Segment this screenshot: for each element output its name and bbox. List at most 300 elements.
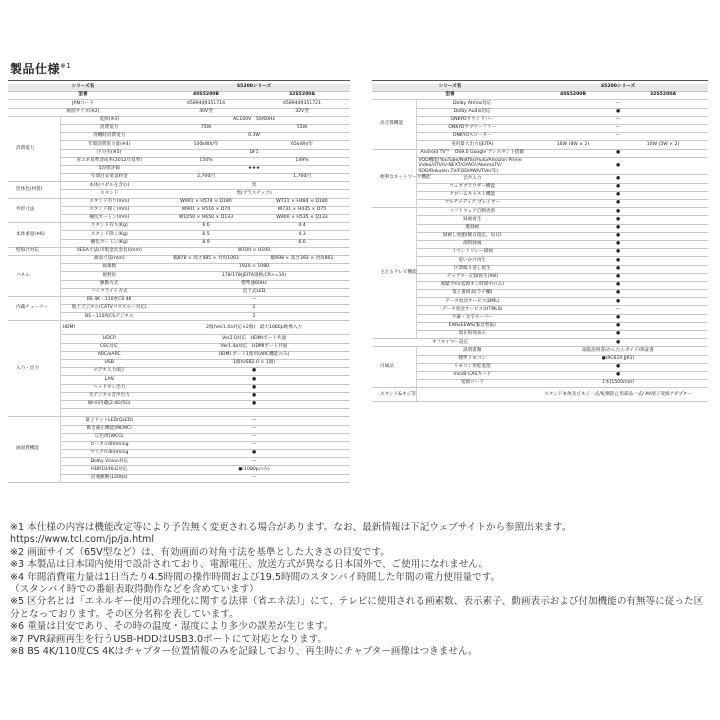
table-row <box>372 183 708 191</box>
table-row <box>372 216 708 224</box>
row-value-model-2: 149% <box>254 157 350 165</box>
row-label: スタンド <box>60 190 158 198</box>
footnote-line: ※6 重量は目安であり、その時の温度・湿度により多少の誤差が生じます。 <box>10 621 334 633</box>
group-label: 高音質機能 <box>372 100 416 149</box>
table-row <box>8 223 350 231</box>
row-value-shared: 標準速60Hz <box>158 280 350 288</box>
row-value-model-1: 75W <box>158 124 254 132</box>
footnote-line: ※1 本仕様の内容は機能改定等により予告無く変更される場合があります。なお、最新情報は下記ウェブサイトから参照出来ます。 <box>10 522 572 533</box>
row-value-shared: ● <box>158 392 350 400</box>
row-label: ONKYOサブウーファー <box>416 124 528 132</box>
row-value-model-2: 4.4 <box>254 223 350 231</box>
table-row <box>8 450 350 458</box>
row-label: 待機時消費電力 <box>60 133 158 141</box>
row-value-shared: — <box>528 124 708 132</box>
row-label: 視野角 <box>60 272 158 280</box>
row-value-shared: — <box>528 116 708 124</box>
row-label: 量子ドットLED(QLED) <box>60 417 158 425</box>
table-row <box>8 108 350 116</box>
header-series-value: S5200シリーズ <box>528 84 708 92</box>
row-value-shared: DF1 <box>158 149 350 157</box>
table-row <box>372 240 708 248</box>
row-value-model-2: 10W (5W × 2) <box>618 141 708 149</box>
row-value-shared: Ver2.0対応 HDMIポート共通 <box>158 335 350 343</box>
row-value-shared: ● <box>528 191 708 199</box>
row-value-model-2: 32S5200A <box>254 92 350 100</box>
table-row <box>8 100 350 108</box>
row-value-shared: ● <box>528 322 708 330</box>
row-label: Dolby Audio対応 <box>416 108 528 116</box>
table-row <box>372 149 708 157</box>
table-row <box>8 280 350 288</box>
table-row <box>372 306 708 314</box>
row-label: データ放送サービス(BML) <box>416 298 528 306</box>
table-row <box>8 417 350 425</box>
row-value-shared: — <box>528 306 708 314</box>
row-value-shared: ● <box>528 240 708 248</box>
group-label: 内蔵チューナー <box>8 296 60 321</box>
group-label: パネル <box>8 255 60 296</box>
row-label: 本体(ベゼルを含む) <box>60 182 158 190</box>
group-label: 画面質機能 <box>8 417 60 483</box>
row-label: 地上デジタル(CATVパススルー対応) <box>60 305 158 313</box>
row-value-model-2: W731 × H484 × D180 <box>254 198 350 206</box>
table-row <box>8 433 350 441</box>
table-row <box>372 191 708 199</box>
table-row <box>372 100 708 108</box>
row-label: ONKYOスピーカー <box>416 133 528 141</box>
table-row <box>8 215 350 223</box>
row-label: データ放送サービス(HTMLS) <box>416 306 528 314</box>
row-label: マイクロdimming <box>60 450 158 458</box>
row-value-model-1: 6.5 <box>158 231 254 239</box>
table-row <box>8 124 350 132</box>
row-label: 電源(※3) <box>60 116 158 124</box>
row-value-shared: Ver1.4a対応 HDMIポート共通 <box>158 343 350 351</box>
table-row <box>372 157 708 175</box>
row-label: 広色域(WCG) <box>60 433 158 441</box>
row-value-model-1: W901 × H574 × D180 <box>158 198 254 206</box>
table-row <box>372 124 708 132</box>
table-row <box>8 239 350 247</box>
row-label: 音声入力 <box>416 175 528 183</box>
row-value-model-1: 150% <box>158 157 254 165</box>
row-label: ビデオ入力端子 <box>60 368 158 376</box>
row-label: 型番 <box>8 92 158 100</box>
row-label: HDR10/HLG対応 <box>60 466 158 474</box>
table-row <box>8 343 350 351</box>
table-row <box>8 272 350 280</box>
table-row <box>372 355 708 363</box>
row-label: 梱包カートン(mm) <box>60 215 158 223</box>
footnote-line: ※8 BS 4K/110度CS 4Kはチャプター位置情報のみを記録しており、再生時にチャプター画像はつきません。 <box>10 646 478 658</box>
row-value-shared: ● <box>528 257 708 265</box>
row-label: Android TV™ OS9.0 Google アシスタント搭載 <box>416 149 528 157</box>
row-value-shared: ● <box>528 183 708 191</box>
row-label: 省エネ基準達成率(2012年基準) <box>60 157 158 165</box>
row-label: USB <box>60 360 158 368</box>
row-label: 梱包カートン(Kg) <box>60 239 158 247</box>
table-row <box>8 288 350 296</box>
row-value-shared: ●(1080pのみ) <box>158 466 350 474</box>
row-value-model-1: 40V型 <box>158 108 254 116</box>
row-label: 電源コード <box>416 380 528 388</box>
group-label: 外形寸法 <box>8 198 60 223</box>
table-row <box>372 208 708 216</box>
table-row <box>8 116 350 124</box>
table-row <box>372 265 708 273</box>
table-row <box>372 257 708 265</box>
row-label: ONKYOサウンドバー <box>416 116 528 124</box>
row-value-shared: ● <box>158 376 350 384</box>
row-value-model-1: W901 × H516 × D74 <box>158 206 254 214</box>
table-row <box>372 298 708 306</box>
table-row <box>8 368 350 376</box>
row-label: 画素数 <box>60 264 158 272</box>
header-series-label: シリーズ名 <box>8 84 158 92</box>
row-value-shared: 1個(USB2.0 × 1個) <box>158 360 350 368</box>
right-spec-table <box>372 84 708 402</box>
table-row <box>8 174 350 182</box>
row-value-shared: — <box>158 425 350 433</box>
row-label: オフタイマー設定 <box>372 339 528 347</box>
table-row <box>8 458 350 466</box>
row-label: LAN <box>60 376 158 384</box>
row-value-shared: ● <box>528 157 708 175</box>
row-value-shared: ● <box>528 314 708 322</box>
table-row <box>372 249 708 257</box>
row-label: Dolby Atmos対応 <box>416 100 528 108</box>
row-value-shared: ● <box>528 363 708 371</box>
row-value-model-1: 4589449351714 <box>158 100 254 108</box>
row-label: 視聴予約(電源オン時間中のみ) <box>416 281 528 289</box>
row-value-model-2: 4.3 <box>254 231 350 239</box>
row-value-model-1: 8.9 <box>158 239 254 247</box>
table-row <box>8 264 350 272</box>
table-row <box>372 232 708 240</box>
row-value-shared: スタンド本体及びネジ一式/転倒防止用部品一式/ AV端子変換アダプター <box>528 388 708 402</box>
row-value-shared: — <box>528 100 708 108</box>
row-label: EWS/EEWS(緊急警報) <box>416 322 528 330</box>
row-label: miniB-CASカード <box>416 371 528 379</box>
row-label: Dolby Vision対応 <box>60 458 158 466</box>
table-row <box>8 474 350 482</box>
row-value-model-2: 6.0 <box>254 239 350 247</box>
table-row <box>372 92 708 100</box>
footnote-line: ※4 年間消費電力量は1日当たり4.5時間の操作時間および19.5時間のスタンバイ時間した年間の電力使用量です。 <box>10 571 501 583</box>
footnote-line: ※2 画面サイズ（65V型など）は、有効画面の対角寸法を基準とした大きさの目安です。 <box>10 546 390 558</box>
row-value-shared: ● <box>528 224 708 232</box>
row-value-shared: ● <box>158 450 350 458</box>
table-row <box>372 388 708 402</box>
table-row <box>372 339 708 347</box>
footnote-line: ※7 PVR録画再生を行うUSB-HDDはUSB3.0ポートにて対応となります。 <box>10 633 328 645</box>
row-label: 追いかけ再生 <box>416 257 528 265</box>
row-value-model-2: 1,760円 <box>254 174 350 182</box>
table-row <box>372 141 708 149</box>
footnote-line: ※5 区分名とは「エネルギー使用の合理化に関する法律（省エネ法）」にて、テレビに使用される画素数、表示素子、動画表示および付加機能の有無等に従った区分となっております。その区分名称を表しています。 <box>10 596 704 620</box>
row-value-model-2: 55W <box>254 124 350 132</box>
row-label: 5段階評価 <box>60 165 158 173</box>
table-row <box>8 384 350 392</box>
row-label: 動き補正機能(MEMC) <box>60 425 158 433</box>
group-label: 付属品 <box>372 347 416 388</box>
row-label: ローカルdimming <box>60 441 158 449</box>
group-label: 筐体色(材質) <box>8 182 60 198</box>
table-header-row <box>8 84 350 92</box>
row-value-shared: ● <box>528 339 708 347</box>
row-label: スタンド除く(mm) <box>60 206 158 214</box>
table-row <box>372 108 708 116</box>
row-value-shared: 1920 × 1080 <box>158 264 350 272</box>
table-row <box>372 133 708 141</box>
row-label: HDMI <box>60 321 158 335</box>
table-row <box>372 347 708 355</box>
row-value-shared: ● <box>528 331 708 339</box>
row-label: VESA寸法(市販金具金具)(mm) <box>60 247 158 255</box>
page-title: 製品仕様$^{※1}$ <box>10 62 72 76</box>
group-label: 消費電力 <box>8 116 60 182</box>
row-label: JANコード <box>8 100 158 108</box>
row-value-shared: ★★★ <box>158 165 350 173</box>
row-label: スタンド有り(Kg) <box>60 223 158 231</box>
row-label: 年間目安電気料金 <box>60 174 158 182</box>
group-label: 壁掛け対応 <box>8 247 60 255</box>
row-value-shared: ● <box>528 290 708 298</box>
row-label: 型番 <box>372 92 528 100</box>
row-label: 字幕・文字スーパー <box>416 314 528 322</box>
row-value-shared: ● <box>528 249 708 257</box>
table-row <box>8 149 350 157</box>
row-label: 消費電力 <box>60 124 158 132</box>
row-label: 録画し放題(曜日指定、毎日) <box>416 232 528 240</box>
row-label: 実用最大出力(JEITA) <box>416 141 528 149</box>
table-row <box>8 165 350 173</box>
table-row <box>8 305 350 313</box>
table-row <box>8 392 350 400</box>
table-row <box>8 409 350 417</box>
table-row <box>8 321 350 335</box>
table-row <box>372 380 708 388</box>
footnote-line: （スタンバイ時での番組表取得動作などを含めています） <box>10 584 259 596</box>
table-row <box>8 182 350 190</box>
row-value-shared: ● <box>528 371 708 379</box>
row-label: 光デジタル音声出力 <box>60 392 158 400</box>
row-value-shared: ● <box>528 200 708 208</box>
row-label: 画面サイズ(※2) <box>8 108 158 116</box>
table-row <box>372 314 708 322</box>
table-row <box>372 290 708 298</box>
row-value-shared: ● <box>528 175 708 183</box>
row-label: 電子番組表(ラテ欄) <box>416 290 528 298</box>
row-value-shared: — <box>158 417 350 425</box>
table-row <box>8 92 350 100</box>
row-value-shared: 直下式LED <box>158 288 350 296</box>
row-value-model-2: 65kWh/年 <box>254 141 350 149</box>
table-row <box>8 425 350 433</box>
table-row <box>8 441 350 449</box>
row-value-shared: ● <box>528 216 708 224</box>
row-value-shared: ● <box>158 400 350 408</box>
table-row <box>8 157 350 165</box>
row-label: 区間繰り返し再生 <box>416 265 528 273</box>
row-value-model-1: 2,700円 <box>158 174 254 182</box>
row-label: 部時録画 <box>416 240 528 248</box>
row-value-shared: ●(RC610 JJR1) <box>528 355 708 363</box>
row-label: チャプター記録再生(※8) <box>416 273 528 281</box>
header-series-value: S5200シリーズ <box>158 84 350 92</box>
row-label: CEC対応 <box>60 343 158 351</box>
row-label: ARC/eARC <box>60 351 158 359</box>
table-header-row <box>372 84 708 92</box>
left-table-topline <box>8 80 350 81</box>
table-row <box>372 363 708 371</box>
group-label: スタンド&ネジ等 <box>372 388 416 402</box>
table-row <box>372 331 708 339</box>
table-row <box>8 313 350 321</box>
row-label: 駆動方式 <box>60 280 158 288</box>
row-value-shared: ● <box>528 265 708 273</box>
row-label: 区分名(※5) <box>60 149 158 157</box>
row-label: リモコン用乾電池 <box>416 363 528 371</box>
row-value-model-1: 40S5200B <box>528 92 618 100</box>
row-label: BS 4K・110度CS 4K <box>60 296 158 304</box>
row-label: VOD機能(YouTube/Netflix/Hulu/Amazon Prime Video/dTV/U-NEXT/GYAO!/AbemaTV/ SOD/Rakuten TV/FOD/AWA/TVer等) <box>416 157 528 175</box>
footnote-line[interactable]: https://www.tcl.com/jp/ja.html <box>10 534 155 546</box>
row-value-model-1: 16W (8W × 2) <box>528 141 618 149</box>
row-value-shared: ● <box>158 368 350 376</box>
row-value-model-2: 32V型 <box>254 108 350 116</box>
row-value-model-1: 40S5200B <box>158 92 254 100</box>
row-value-shared: 黒 <box>158 182 350 190</box>
row-value-shared: — <box>158 296 350 304</box>
row-value-shared: ● <box>528 232 708 240</box>
row-value-shared: 1本(1500mm) <box>528 380 708 388</box>
table-row <box>8 376 350 384</box>
left-spec-table <box>8 84 350 483</box>
row-value-shared: 2 <box>158 313 350 321</box>
row-label <box>60 409 158 417</box>
table-row <box>8 351 350 359</box>
row-value-shared: 黒(プラスチック) <box>158 190 350 198</box>
row-value-shared: — <box>158 433 350 441</box>
row-label: 現在時刻表示 <box>416 331 528 339</box>
table-row <box>8 190 350 198</box>
row-value-shared: 2個(Ver1.4a対応×2個) 最大1080p映像入力 <box>158 321 350 335</box>
table-row <box>8 335 350 343</box>
row-value-shared: HDMI ポート1使用(ARC機能のみ) <box>158 351 350 359</box>
row-value-shared <box>158 409 350 417</box>
row-value-model-1: W1050 × H650 × D133 <box>158 215 254 223</box>
group-label: 入力・出力 <box>8 321 60 417</box>
table-row <box>8 141 350 149</box>
row-value-shared: W100 × H100 <box>158 247 350 255</box>
row-value-model-2: 4589449351721 <box>254 100 350 108</box>
table-row <box>8 400 350 408</box>
group-label: 主たるテレビ機能 <box>372 208 416 339</box>
table-row <box>8 231 350 239</box>
table-row <box>372 281 708 289</box>
table-row <box>8 206 350 214</box>
row-value-shared: — <box>158 474 350 482</box>
table-row <box>8 296 350 304</box>
table-row <box>372 322 708 330</box>
table-row <box>8 466 350 474</box>
row-value-shared: — <box>158 441 350 449</box>
row-value-shared: ● <box>528 108 708 116</box>
table-row <box>372 273 708 281</box>
row-label: ウェブブラウザー機能 <box>416 183 528 191</box>
row-value-shared: 取扱説明書/かんたんガイド/保証書 <box>528 347 708 355</box>
row-label: クロームキャスト機能 <box>416 191 528 199</box>
row-label: スタンド有り(mm) <box>60 198 158 206</box>
row-label: 録画再生 <box>416 216 528 224</box>
footnotes <box>10 522 710 658</box>
header-series-label: シリーズ名 <box>372 84 528 92</box>
row-label <box>416 388 528 402</box>
row-label: イベントリレー録画 <box>416 249 528 257</box>
row-value-shared: 178/178(JEITA規格,CR>=10) <box>158 272 350 280</box>
row-value-shared: ● <box>528 298 708 306</box>
table-row <box>8 133 350 141</box>
row-value-model-2: 幅698 × 高さ393 × 対角801 <box>254 255 350 263</box>
right-table-topline <box>372 80 708 81</box>
row-value-shared: 2 <box>158 305 350 313</box>
row-value-shared: — <box>158 458 350 466</box>
row-label: 画面寸法(mm) <box>60 255 158 263</box>
row-label: スタンド除く(Kg) <box>60 231 158 239</box>
row-label: 年間消費電力量(※4) <box>60 141 158 149</box>
row-label: バックライト方式 <box>60 288 158 296</box>
row-value-shared: 0.3W <box>158 133 350 141</box>
footnote-line: ※3 本製品は日本国内使用で設計されており、電源電圧、放送方式が異なる日本国外で、ご使用になれません。 <box>10 559 489 571</box>
row-label: マルチメディア プレイヤー <box>416 200 528 208</box>
row-value-model-2: W800 × H535 × D133 <box>254 215 350 223</box>
row-value-shared: AC100V 50/60Hz <box>158 116 350 124</box>
table-row <box>8 247 350 255</box>
row-value-model-2: W731 × H435 × D75 <box>254 206 350 214</box>
row-value-shared: ● <box>528 208 708 216</box>
row-label: ソフトウェア自動更新 <box>416 208 528 216</box>
row-value-model-1: 幅878 × 高さ485 × 対角1003 <box>158 255 254 263</box>
row-value-shared: ● <box>528 273 708 281</box>
row-value-shared: ● <box>528 281 708 289</box>
row-label: BS・110度CSデジタル <box>60 313 158 321</box>
table-row <box>372 200 708 208</box>
row-value-model-1: 6.6 <box>158 223 254 231</box>
table-row <box>372 224 708 232</box>
row-value-shared: ● <box>158 384 350 392</box>
table-row <box>372 116 708 124</box>
table-row <box>8 360 350 368</box>
row-value-model-2: 32S5200A <box>618 92 708 100</box>
row-label: ヘッドホン出力 <box>60 384 158 392</box>
row-label: 倍速駆動(120Hz) <box>60 474 158 482</box>
row-label: 説明書類 <box>416 347 528 355</box>
row-label: 標準リモコン <box>416 355 528 363</box>
group-label: 便利なネットワーク機能 <box>372 149 416 208</box>
row-label: 裏録画 <box>416 224 528 232</box>
row-label: Wi-Fi内蔵(2.4G/5G) <box>60 400 158 408</box>
row-value-shared: ● <box>528 149 708 157</box>
table-row <box>8 198 350 206</box>
table-row <box>372 371 708 379</box>
table-row <box>8 255 350 263</box>
row-value-model-1: 100kWh/年 <box>158 141 254 149</box>
row-value-shared: — <box>528 133 708 141</box>
row-label: HDCP <box>60 335 158 343</box>
group-label: 本体重量(※6) <box>8 223 60 248</box>
